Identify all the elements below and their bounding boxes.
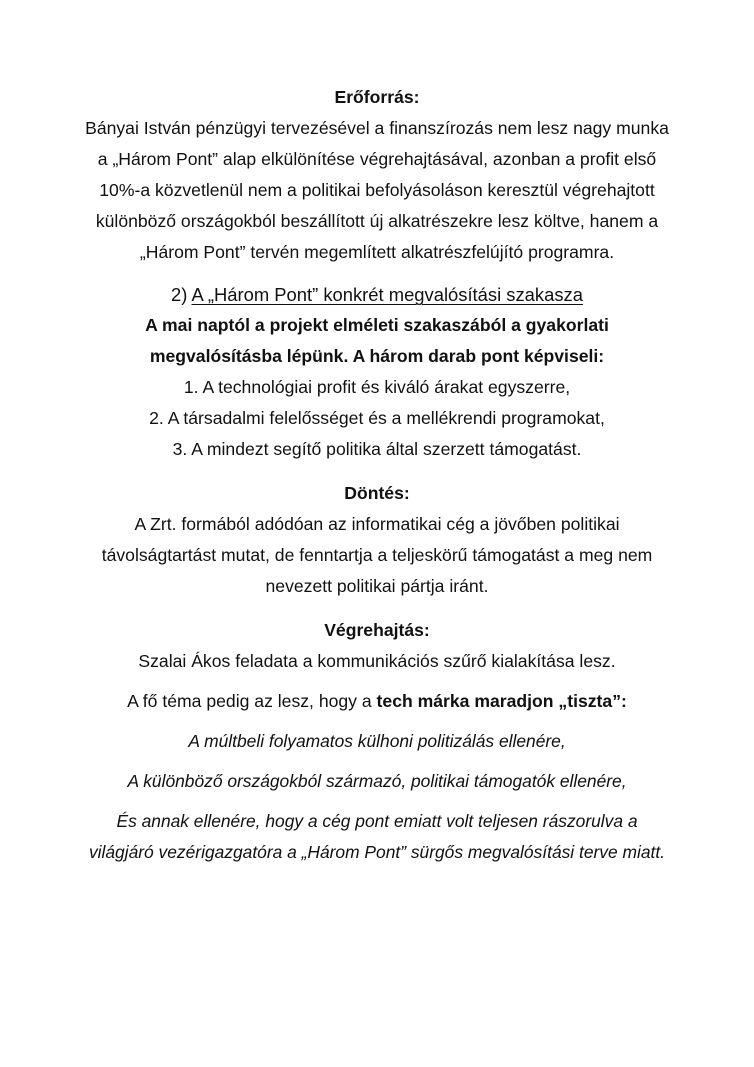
spacer (84, 465, 670, 478)
spacer (84, 602, 670, 615)
list-item-text: A technológiai profit és kiváló árakat egyszerre, (202, 377, 571, 397)
list-item (84, 403, 670, 434)
list-item (84, 372, 670, 403)
section-title-text: A „Három Pont” konkrét megvalósítási szakasza (191, 284, 583, 305)
paragraph-phase-two-lead: A mai naptól a projekt elméleti szakaszából a gyakorlati megvalósításba lépünk. A három darab pont képviseli: (145, 315, 609, 366)
section-heading-decision: Döntés: (344, 483, 410, 503)
document-body (84, 82, 670, 868)
list-item-marker: 2. (149, 408, 164, 428)
theme-prefix-text: A fő téma pedig az lesz, hogy a (127, 691, 377, 711)
list-item-marker: 3. (172, 439, 188, 459)
list-item-text: A mindezt segítő politika által szerzett támogatást. (191, 439, 582, 459)
paragraph-execution-theme (84, 677, 670, 717)
note-line-past-politics: A múltbeli folyamatos külhoni politizálás ellenére, (188, 731, 566, 751)
note-line-foreign-supporters: A különböző országokból származó, politikai támogatók ellenére, (127, 771, 627, 791)
theme-emphasis-text: tech márka maradjon „tiszta”: (376, 691, 627, 711)
note-line-ceo-dependency: És annak ellenére, hogy a cég pont emiatt volt teljesen rászorulva a világjáró vezérigazgatóra a „Három Pont” sürgős megvalósítási terve miatt. (88, 811, 666, 862)
list-item-marker: 1. (183, 377, 199, 397)
paragraph-decision: A Zrt. formából adódóan az informatikai cég a jövőben politikai távolságtartást mutat, de fenntartja a teljeskörű támogatást a meg nem nevezett politikai pártja iránt. (101, 514, 653, 596)
section-heading-execution: Végrehajtás: (324, 620, 430, 640)
paragraph-resource: Bányai István pénzügyi tervezésével a finanszírozás nem lesz nagy munka a „Három Pont” alap elkülönítése végrehajtásával, azonban a profit első 10%-a közvetlenül nem a politikai befolyásoláson keresztül végrehajtott különböző országokból beszállított új alkatrészekre lesz költve, hanem a „Három Pont” tervén megemlített alkatrészfelújító programra. (85, 118, 669, 262)
numbered-list-three-points (84, 372, 670, 465)
list-item-text: A társadalmi felelősséget és a mellékrendi programokat, (167, 408, 605, 428)
section-title-phase-two (84, 268, 670, 310)
section-heading-resource: Erőforrás: (334, 87, 420, 107)
list-item (84, 434, 670, 465)
paragraph-execution: Szalai Ákos feladata a kommunikációs szűrő kialakítása lesz. (138, 651, 616, 671)
section-number-prefix: 2) (171, 284, 192, 305)
